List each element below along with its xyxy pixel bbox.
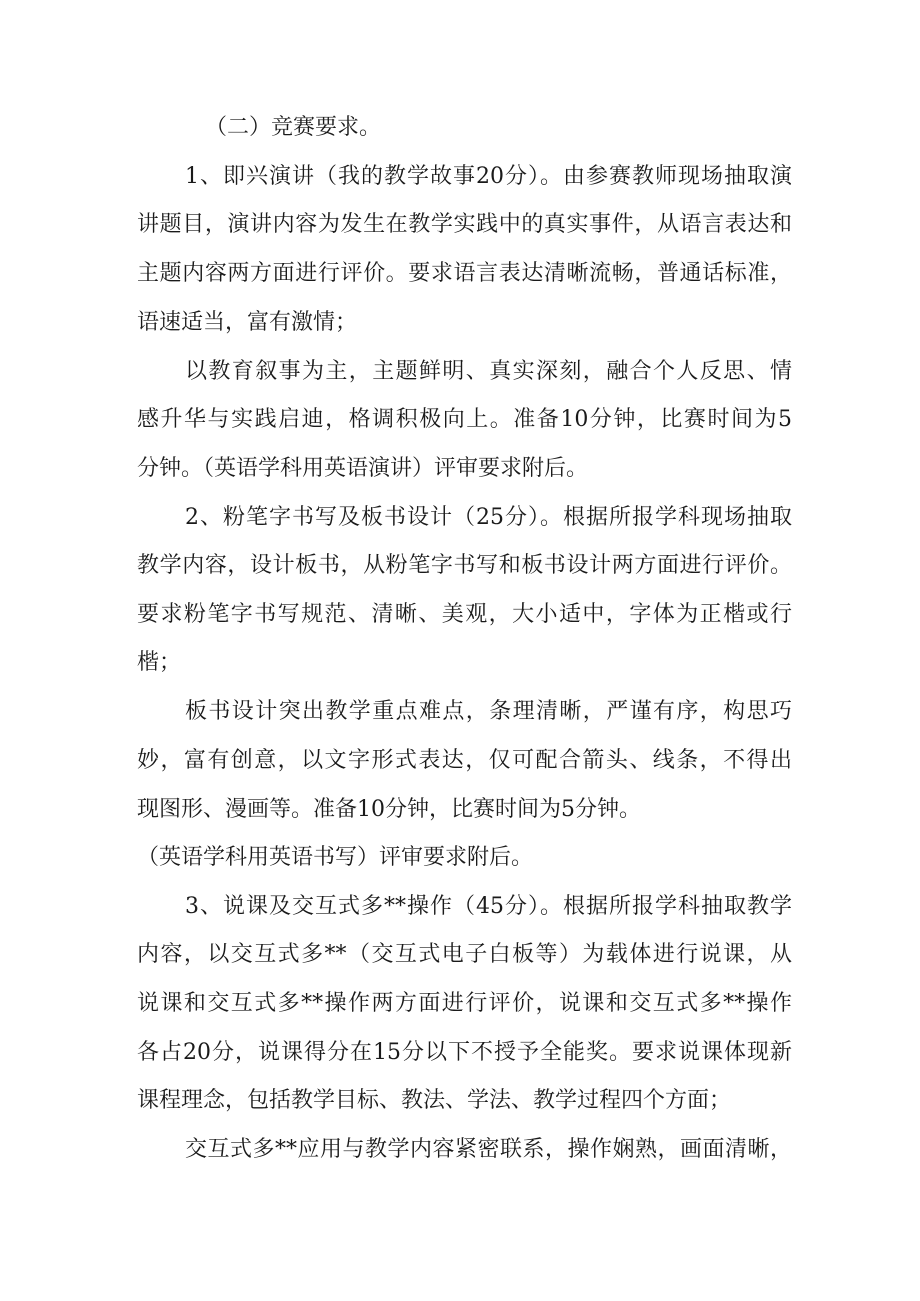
paragraph-line: （英语学科用英语书写）评审要求附后。 [137,845,534,870]
paragraph-line: 分钟。（英语学科用英语演讲）评审要求附后。 [137,456,589,481]
paragraph-line: 板书设计突出教学重点难点，条理清晰，严谨有序，构思巧 [185,699,792,724]
paragraph-line: 交互式多**应用与教学内容紧密联系，操作娴熟，画面清晰， [185,1137,792,1162]
section-heading: （二）竞赛要求。 [205,115,382,140]
paragraph-line: 楷； [137,650,182,675]
paragraph-line: 课程理念，包括教学目标、教法、学法、教学过程四个方面； [137,1088,732,1113]
paragraph-line: 1、即兴演讲（我的教学故事20分）。由参赛教师现场抽取演 [185,164,792,189]
paragraph-line: 感升华与实践启迪，格调积极向上。准备10分钟，比赛时间为5 [137,407,792,432]
paragraph-line: 各占20分，说课得分在15分以下不授予全能奖。要求说课体现新 [137,1040,792,1065]
paragraph-line: 语速适当，富有激情； [137,310,358,335]
paragraph-line: 现图形、漫画等。准备10分钟，比赛时间为5分钟。 [137,797,641,822]
paragraph-line: 以教育叙事为主，主题鲜明、真实深刻，融合个人反思、情 [185,359,792,384]
paragraph-line: 说课和交互式多**操作两方面进行评价，说课和交互式多**操作 [137,991,792,1016]
paragraph-line: 要求粉笔字书写规范、清晰、美观，大小适中，字体为正楷或行 [137,602,792,627]
paragraph-line: 主题内容两方面进行评价。要求语言表达清晰流畅，普通话标准， [137,261,792,286]
paragraph-line: 妙，富有创意，以文字形式表达，仅可配合箭头、线条，不得出 [137,748,792,773]
paragraph-line: 3、说课及交互式多**操作（45分）。根据所报学科抽取教学 [185,894,792,919]
paragraph-line: 内容，以交互式多**（交互式电子白板等）为载体进行说课，从 [137,942,792,967]
paragraph-line: 教学内容，设计板书，从粉笔字书写和板书设计两方面进行评价。 [137,553,792,578]
paragraph-line: 2、粉笔字书写及板书设计（25分）。根据所报学科现场抽取 [185,505,792,530]
paragraph-line: 讲题目，演讲内容为发生在教学实践中的真实事件，从语言表达和 [137,212,792,237]
